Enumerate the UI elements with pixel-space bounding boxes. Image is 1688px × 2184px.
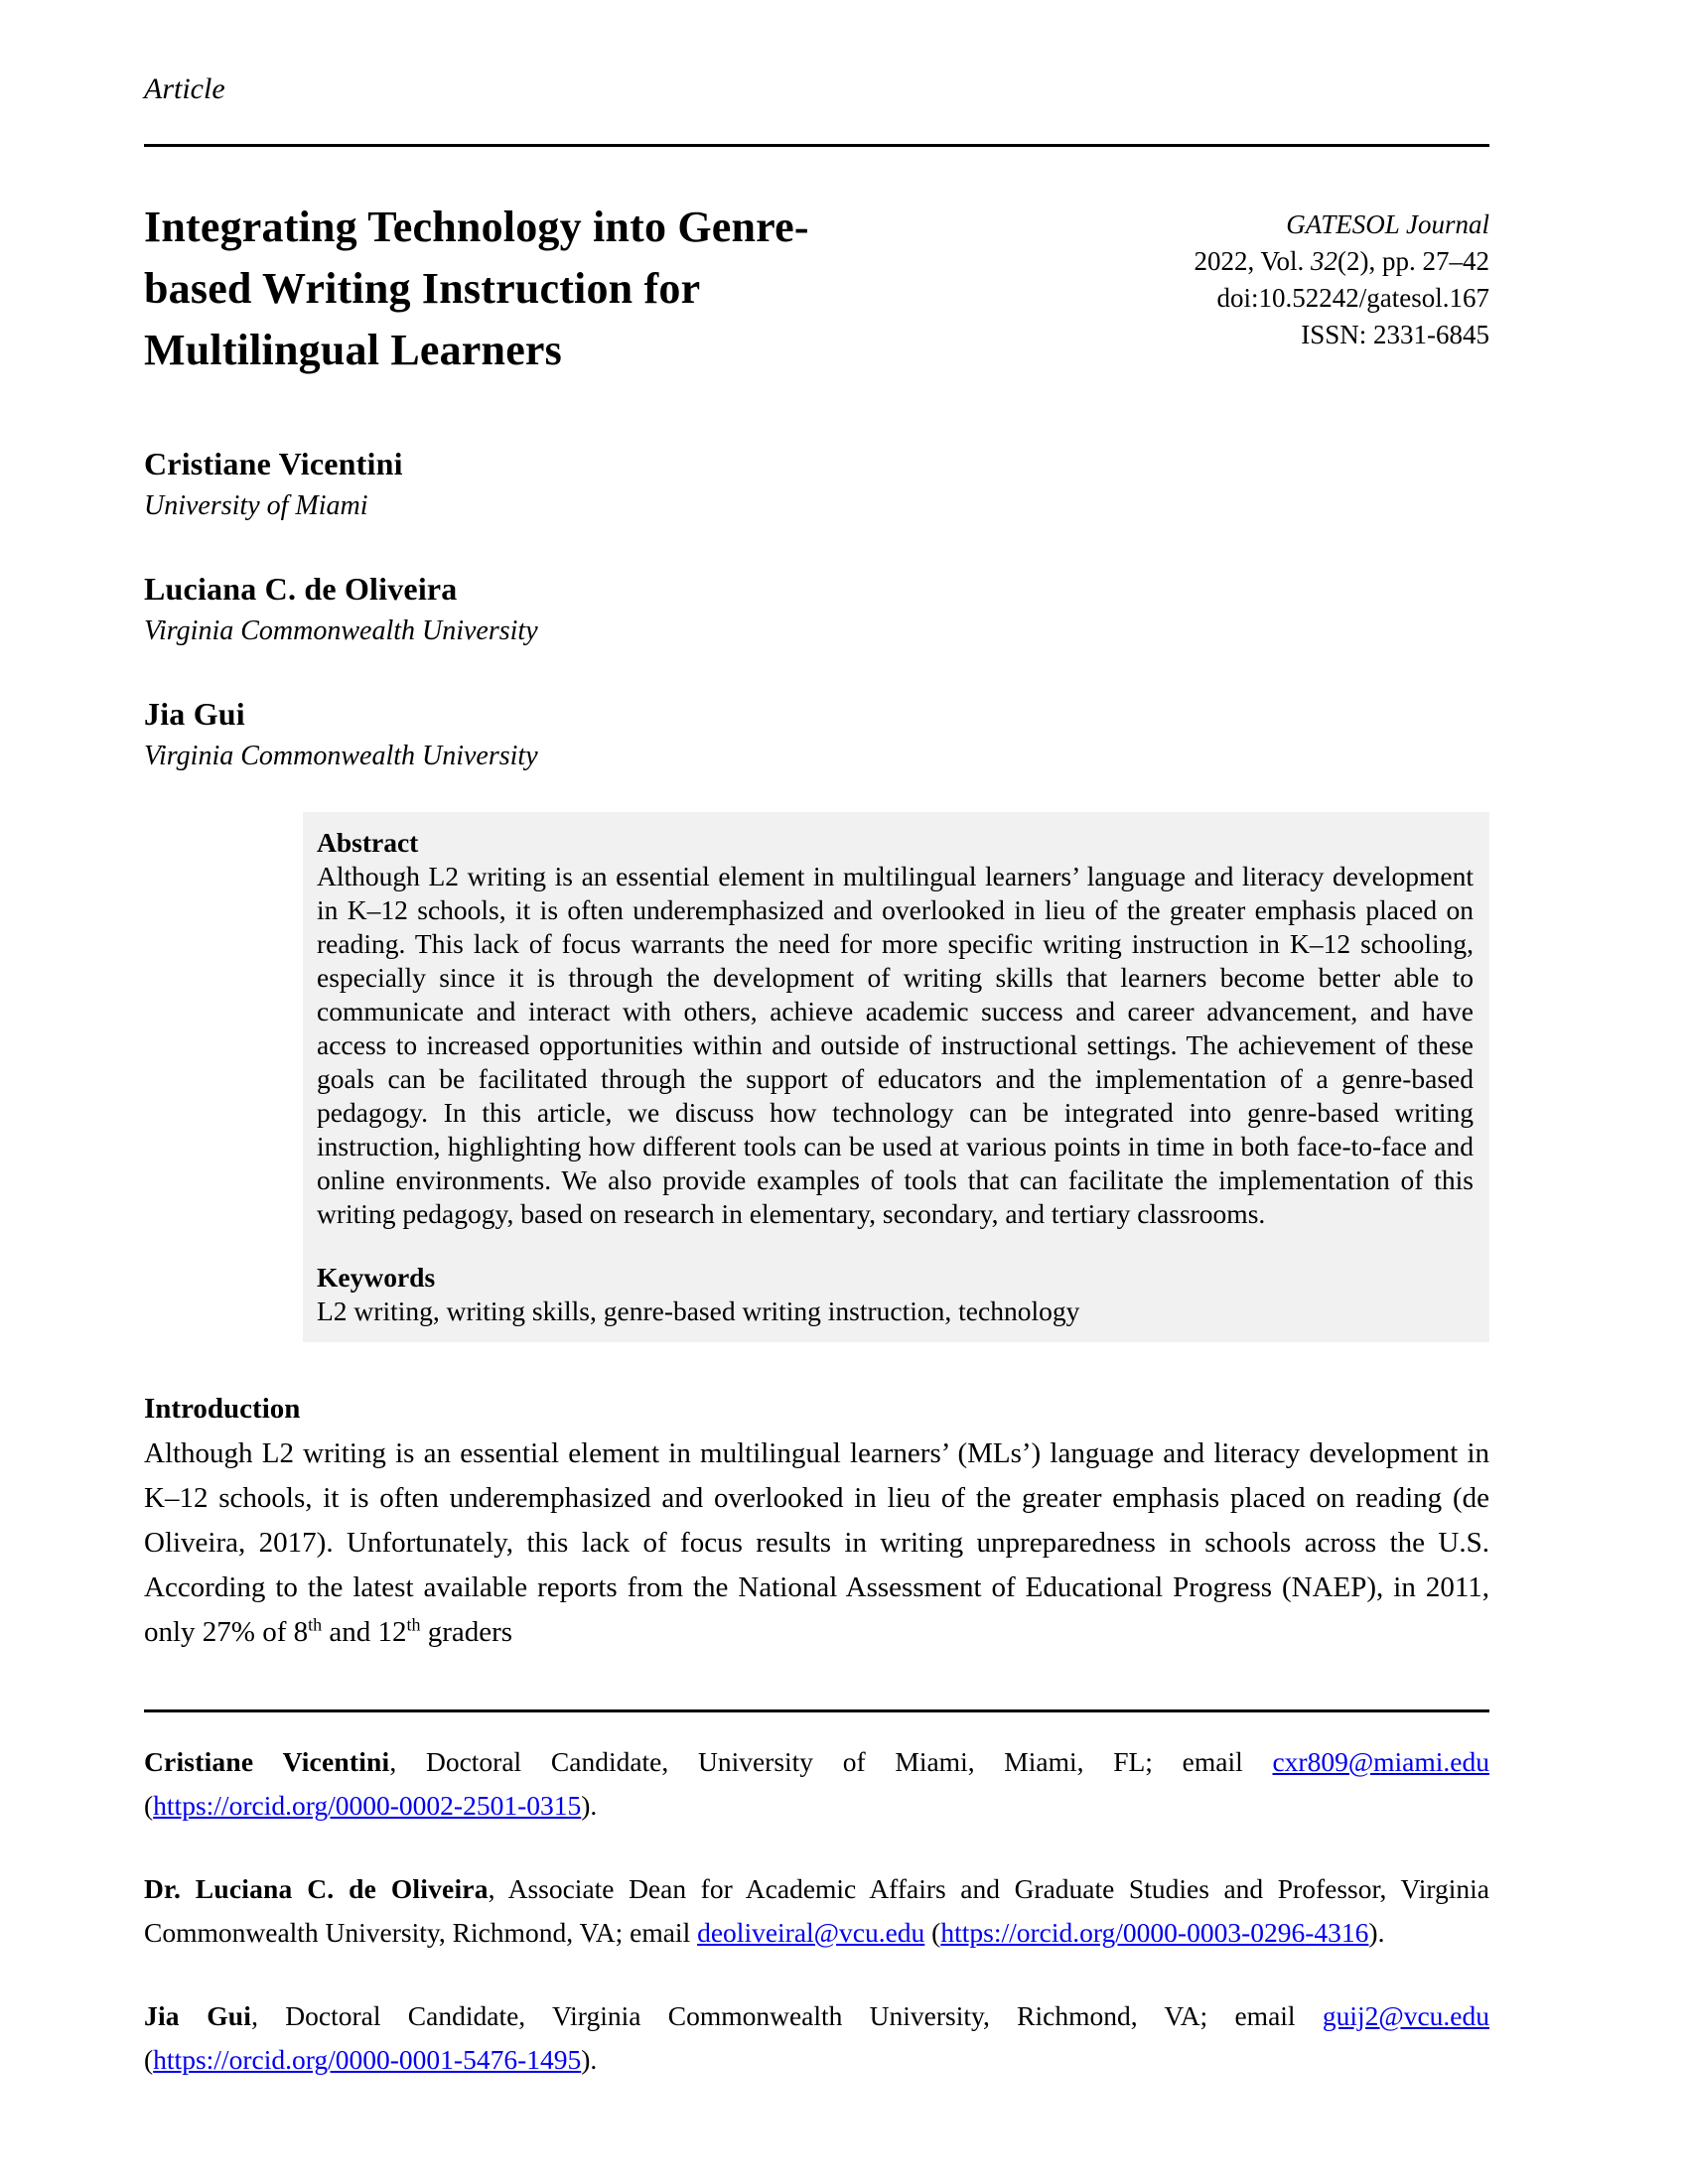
author-notes: [144, 1740, 1489, 2082]
author-note-text: ).: [581, 2044, 598, 2075]
author-note-text: , Associate Dean for Academic Affairs and Graduate Studies and Professor, Virginia Commonwealth University, Richmond, VA; email: [144, 1873, 1489, 1948]
author-list: [144, 443, 1489, 774]
orcid-link[interactable]: https://orcid.org/0000-0001-5476-1495: [153, 2044, 582, 2075]
author-note-text: , Doctoral Candidate, Virginia Commonwealth University, Richmond, VA; email: [251, 2000, 1323, 2031]
article-type-label: Article: [144, 72, 225, 105]
journal-issue-pages: (2), pp. 27–42: [1337, 246, 1489, 276]
author-affiliation: Virginia Commonwealth University: [144, 741, 538, 771]
keywords-text: L2 writing, writing skills, genre-based writing instruction, technology: [317, 1296, 1080, 1326]
page-title-line-3: Multilingual Learners: [144, 326, 562, 374]
email-link[interactable]: cxr809@miami.edu: [1272, 1746, 1489, 1777]
page-title-line-2: based Writing Instruction for: [144, 264, 701, 313]
email-link[interactable]: deoliveiral@vcu.edu: [697, 1917, 925, 1948]
footnote-divider: [144, 1709, 1489, 1712]
author-note-text: (: [144, 2044, 154, 2075]
author-note-2: [144, 1867, 1489, 1955]
author-note-text: (: [924, 1917, 941, 1948]
author-note-name: Dr. Luciana C. de Oliveira: [144, 1873, 489, 1904]
introduction-text: and 12: [322, 1616, 407, 1648]
introduction-section: [144, 1388, 1489, 1655]
orcid-link[interactable]: https://orcid.org/0000-0002-2501-0315: [153, 1790, 582, 1821]
introduction-text: Although L2 writing is an essential element in multilingual learners’ (MLs’) language and literacy development in K–12 schools, it is often underemphasized and overlooked in lieu of the greater emphasis placed on reading (de Oliveira, 2017). Unfortunately, this lack of focus results in writing unpreparedness in schools across the U.S. According to the latest available reports from the National Assessment of Educational Progress (NAEP), in 2011, only 27% of 8: [144, 1437, 1489, 1648]
author-name: Jia Gui: [144, 696, 245, 732]
journal-doi: doi:10.52242/gatesol.167: [1216, 283, 1489, 313]
orcid-link[interactable]: https://orcid.org/0000-0003-0296-4316: [940, 1917, 1369, 1948]
introduction-text: graders: [420, 1616, 513, 1648]
author-block-3: [144, 693, 1489, 774]
journal-name: GATESOL Journal: [1286, 209, 1489, 239]
journal-citation-block: [1194, 206, 1489, 353]
author-note-name: Jia Gui: [144, 2000, 252, 2031]
author-note-text: , Doctoral Candidate, University of Miami, Miami, FL; email: [389, 1746, 1273, 1777]
page-title: [144, 197, 809, 381]
journal-volume-number: 32: [1311, 246, 1338, 276]
introduction-paragraph: [144, 1432, 1489, 1655]
author-name: Cristiane Vicentini: [144, 446, 403, 481]
journal-issn: ISSN: 2331-6845: [1301, 320, 1489, 349]
author-note-1: [144, 1740, 1489, 1828]
keywords-heading: Keywords: [317, 1262, 436, 1293]
author-affiliation: Virginia Commonwealth University: [144, 615, 538, 646]
abstract-text: Although L2 writing is an essential element in multilingual learners’ language and literacy development in K–12 schools, it is often underemphasized and overlooked in lieu of the greater emphasis placed on reading. This lack of focus warrants the need for more specific writing instruction in K–12 schooling, especially since it is through the development of writing skills that learners become better able to communicate and interact with others, achieve academic success and career advancement, and have access to increased opportunities within and outside of instructional settings. The achievement of these goals can be facilitated through the support of educators and the implementation of a genre-based pedagogy. In this article, we discuss how technology can be integrated into genre-based writing instruction, highlighting how different tools can be used at various points in time in both face-to-face and online environments. We also provide examples of tools that can facilitate the implementation of this writing pedagogy, based on research in elementary, secondary, and tertiary classrooms.: [317, 861, 1474, 1229]
author-affiliation: University of Miami: [144, 490, 368, 521]
header-divider: [144, 144, 1489, 147]
abstract-box: [303, 812, 1489, 1342]
author-name: Luciana C. de Oliveira: [144, 571, 458, 607]
journal-volume-line: [1194, 243, 1489, 280]
author-note-text: (: [144, 1790, 154, 1821]
author-note-text: ).: [1368, 1917, 1385, 1948]
author-note-name: Cristiane Vicentini: [144, 1746, 390, 1777]
ordinal-superscript: th: [308, 1614, 323, 1635]
journal-year: 2022, Vol.: [1194, 246, 1312, 276]
abstract-heading: Abstract: [317, 827, 419, 858]
introduction-heading: Introduction: [144, 1393, 301, 1425]
author-note-text: ).: [581, 1790, 598, 1821]
ordinal-superscript: th: [406, 1614, 421, 1635]
author-note-3: [144, 1994, 1489, 2082]
email-link[interactable]: guij2@vcu.edu: [1322, 2000, 1489, 2031]
author-block-1: [144, 443, 1489, 524]
author-block-2: [144, 568, 1489, 649]
page-title-line-1: Integrating Technology into Genre-: [144, 203, 809, 251]
title-row: [144, 197, 1489, 381]
